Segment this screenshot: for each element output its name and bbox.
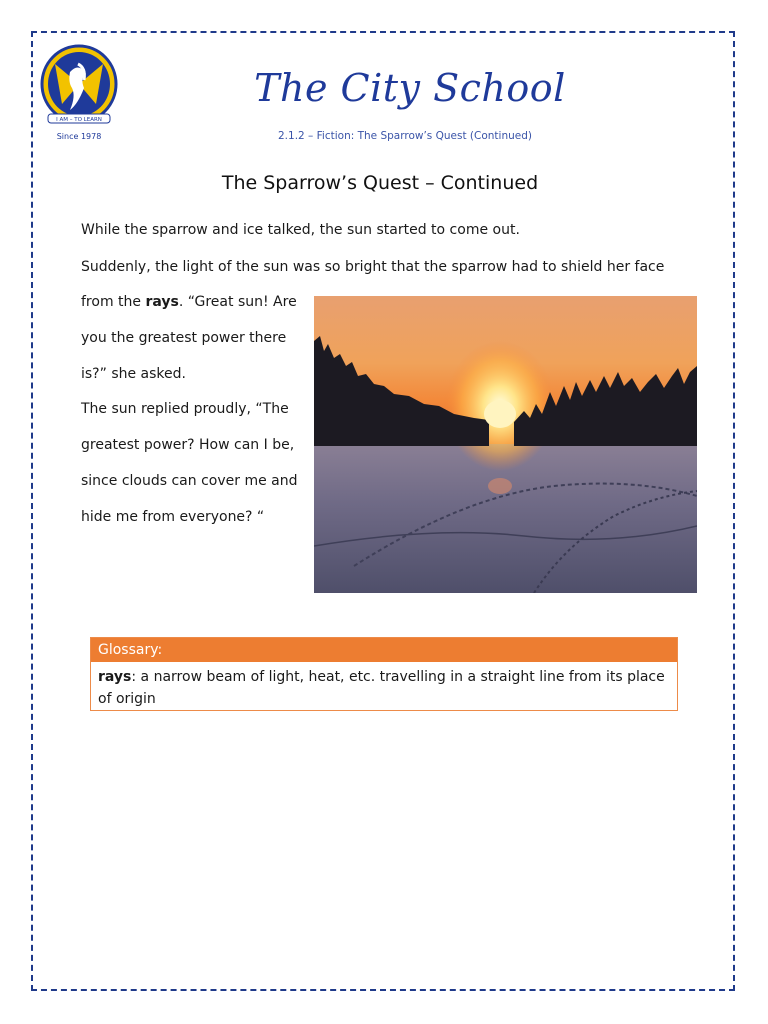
glossary-definition-line2: of origin — [98, 691, 156, 707]
story-line-text: . “Great sun! Are — [178, 294, 297, 310]
story-line: hide me from everyone? “ — [81, 509, 265, 525]
document-subtitle: 2.1.2 – Fiction: The Sparrow’s Quest (Continued) — [278, 130, 532, 142]
glossary-box — [90, 637, 678, 711]
story-line: While the sparrow and ice talked, the sun started to come out. — [81, 222, 520, 238]
story-line — [81, 294, 297, 310]
story-line: you the greatest power there — [81, 330, 287, 346]
glossary-heading: Glossary: — [91, 638, 677, 662]
school-name: The City School — [254, 66, 566, 110]
logo-motto: I AM – TO LEARN — [56, 117, 102, 123]
keyword-rays: rays — [145, 294, 179, 310]
school-logo — [40, 44, 118, 146]
story-line: The sun replied proudly, “The — [81, 401, 289, 417]
story-title: The Sparrow’s Quest – Continued — [221, 172, 539, 194]
story-line: greatest power? How can I be, — [81, 437, 295, 453]
sunset-photo — [314, 296, 697, 593]
glossary-definition — [91, 662, 677, 710]
story-line: is?” she asked. — [81, 366, 186, 382]
story-line: since clouds can cover me and — [81, 473, 298, 489]
story-line-text: from the — [81, 294, 146, 310]
logo-since: Since 1978 — [56, 132, 102, 141]
glossary-definition-line1: : a narrow beam of light, heat, etc. travelling in a straight line from its place — [131, 669, 665, 685]
story-line: Suddenly, the light of the sun was so bright that the sparrow had to shield her face — [81, 259, 665, 275]
glossary-term: rays — [98, 669, 132, 685]
